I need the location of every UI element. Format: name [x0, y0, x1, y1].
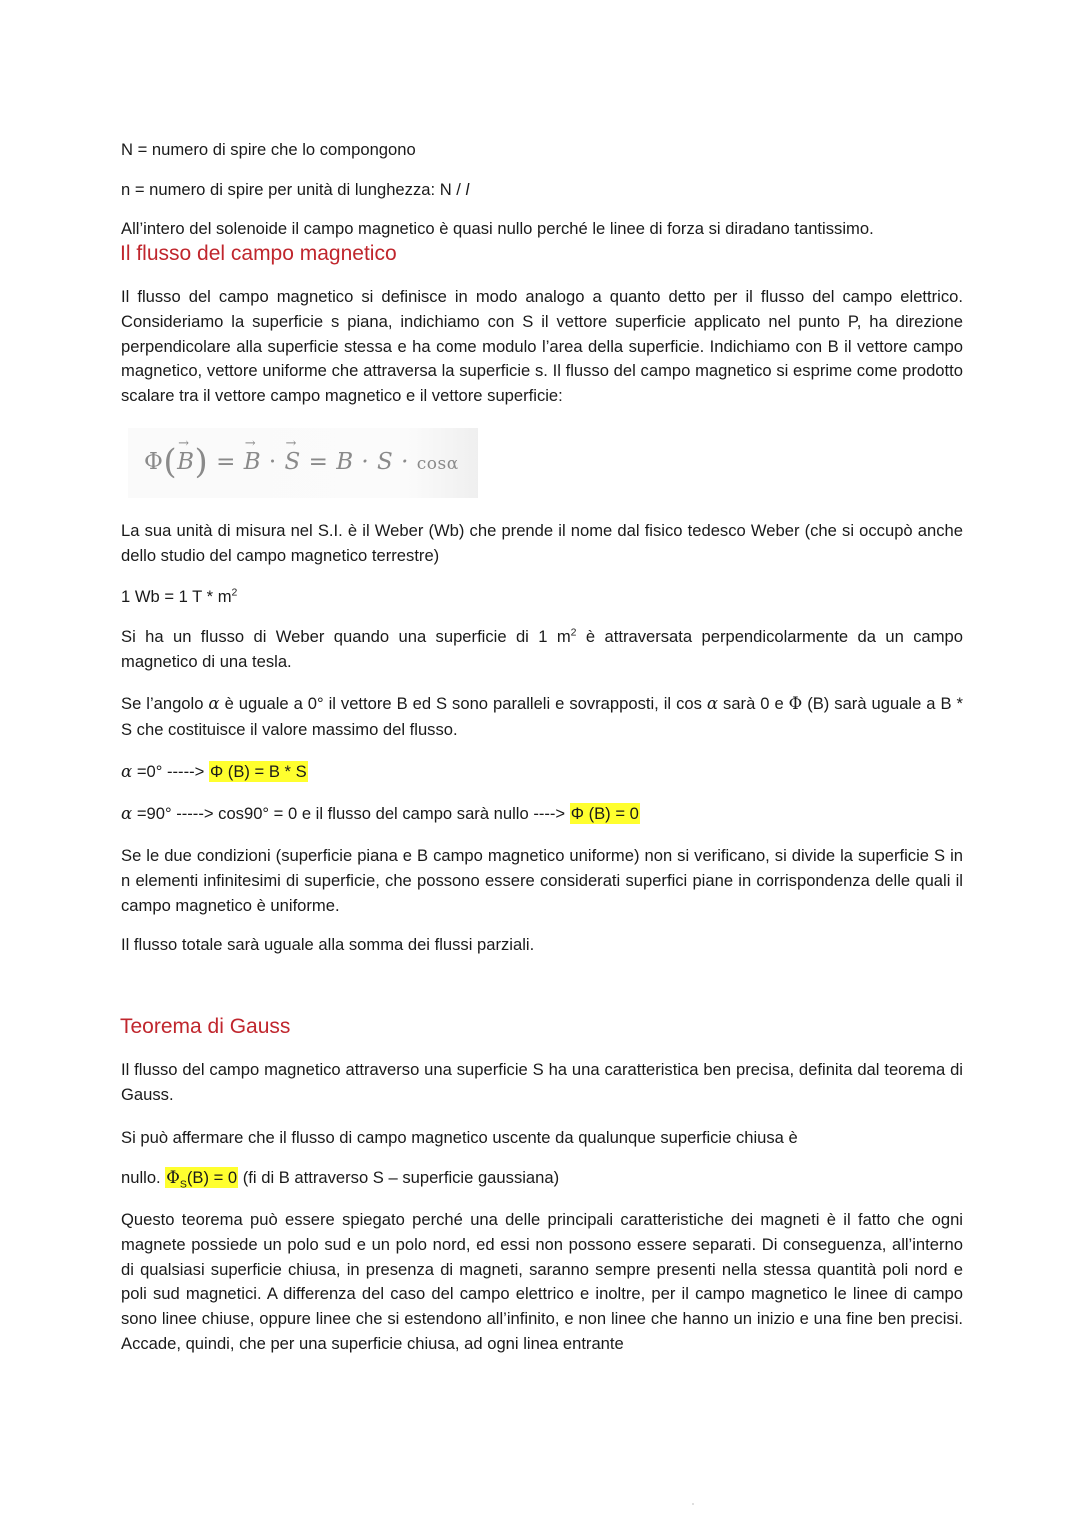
solenoid-interior-note: All’intero del solenoide il campo magnetico è quasi nullo perché le linee di forza si diradano tantissimo. [121, 219, 874, 238]
angle-paragraph: Se l’angolo α è uguale a 0° il vettore B ed S sono paralleli e sovrapposti, il cos α sarà 0 e Φ (B) sarà uguale a B * S che costituisce il valore massimo del flusso. [121, 694, 963, 739]
flux-formula-image [128, 428, 478, 498]
definition-N: N = numero di spire che lo compongono [121, 140, 416, 159]
total-flux-line: Il flusso totale sarà uguale alla somma dei flussi parziali. [121, 935, 535, 954]
case-alpha-90: α =90° -----> cos90° = 0 e il flusso del campo sarà nullo ----> Φ (B) = 0 [121, 804, 639, 823]
gauss-intro-paragraph: Il flusso del campo magnetico attraverso una superficie S ha una caratteristica ben precisa, definita dal teorema di Gauss. [121, 1060, 963, 1104]
weber-unit-paragraph: La sua unità di misura nel S.I. è il Weber (Wb) che prende il nome dal fisico tedesco Weber (che si occupò anche dello studio del campo magnetico terrestre) [121, 521, 963, 565]
weber-definition: 1 Wb = 1 T * $m^2$ [121, 586, 238, 606]
heading-magnetic-flux: Il flusso del campo magnetico [120, 242, 397, 265]
gauss-explain-paragraph: Questo teorema può essere spiegato perché una delle principali caratteristiche dei magneti è il fatto che ogni magnete possiede un polo sud e un polo nord, ed essi non possono essere separati. Di conseguenza, all’interno di qualsiasi superficie chiusa, in presenza di magneti, saranno sempre presenti nella stessa quantità poli nord e poli sud magnetici. A differenza del caso del campo elettrico e inoltre, per il campo magnetico le linee di campo sono linee chiuse, oppure linee che si estendono all’infinito, e non linee che hanno un inizio e una fine ben precisi. Accade, quindi, che per una superficie chiusa, ad ogni linea entrante [121, 1210, 963, 1353]
heading-gauss-theorem: Teorema di Gauss [120, 1015, 291, 1038]
nonuniform-paragraph: Se le due condizioni (superficie piana e B campo magnetico uniforme) non si verificano, si divide la superficie S in n elementi infinitesimi di superficie, che possono essere considerati superfici piane in corrispondenza delle quali il campo magnetico è uniforme. [121, 846, 963, 915]
case-alpha-0: α =0° -----> Φ (B) = B * S [121, 762, 307, 781]
gauss-claim-line: Si può affermare che il flusso di campo magnetico uscente da qualunque superficie chiusa è [121, 1128, 798, 1147]
definition-n: n = numero di spire per unità di lunghezza: N / l [121, 180, 470, 199]
highlight-gauss-zero: $\Phi_S(B) = 0$ [166, 1168, 238, 1191]
gauss-formula-line: nullo. $\Phi_S(B) = 0$ (fi di B attraverso S – superficie gaussiana) [121, 1168, 560, 1191]
scan-speck [692, 1503, 694, 1505]
weber-meaning-paragraph: Si ha un flusso di Weber quando una superficie di 1 $m^2$ è attraversata perpendicolarmente da un campo magnetico di una tesla. [121, 626, 963, 671]
flux-formula: Φ(→ B) = → B · → S = B · S · cosα [144, 442, 459, 482]
highlight-max-flux: Φ (B) = B * S [209, 762, 307, 781]
highlight-null-flux: Φ (B) = 0 [570, 804, 639, 823]
flux-intro-paragraph: Il flusso del campo magnetico si definisce in modo analogo a quanto detto per il flusso del campo elettrico. Consideriamo la superficie s piana, indichiamo con S il vettore superficie applicato nel punto P, ha direzione perpendicolare alla superficie stessa e ha come modulo l’area della superficie. Indichiamo con B il vettore campo magnetico, vettore uniforme che attraversa la superficie s. Il flusso del campo magnetico si esprime come prodotto scalare tra il vettore campo magnetico e il vettore superficie: [121, 287, 963, 406]
